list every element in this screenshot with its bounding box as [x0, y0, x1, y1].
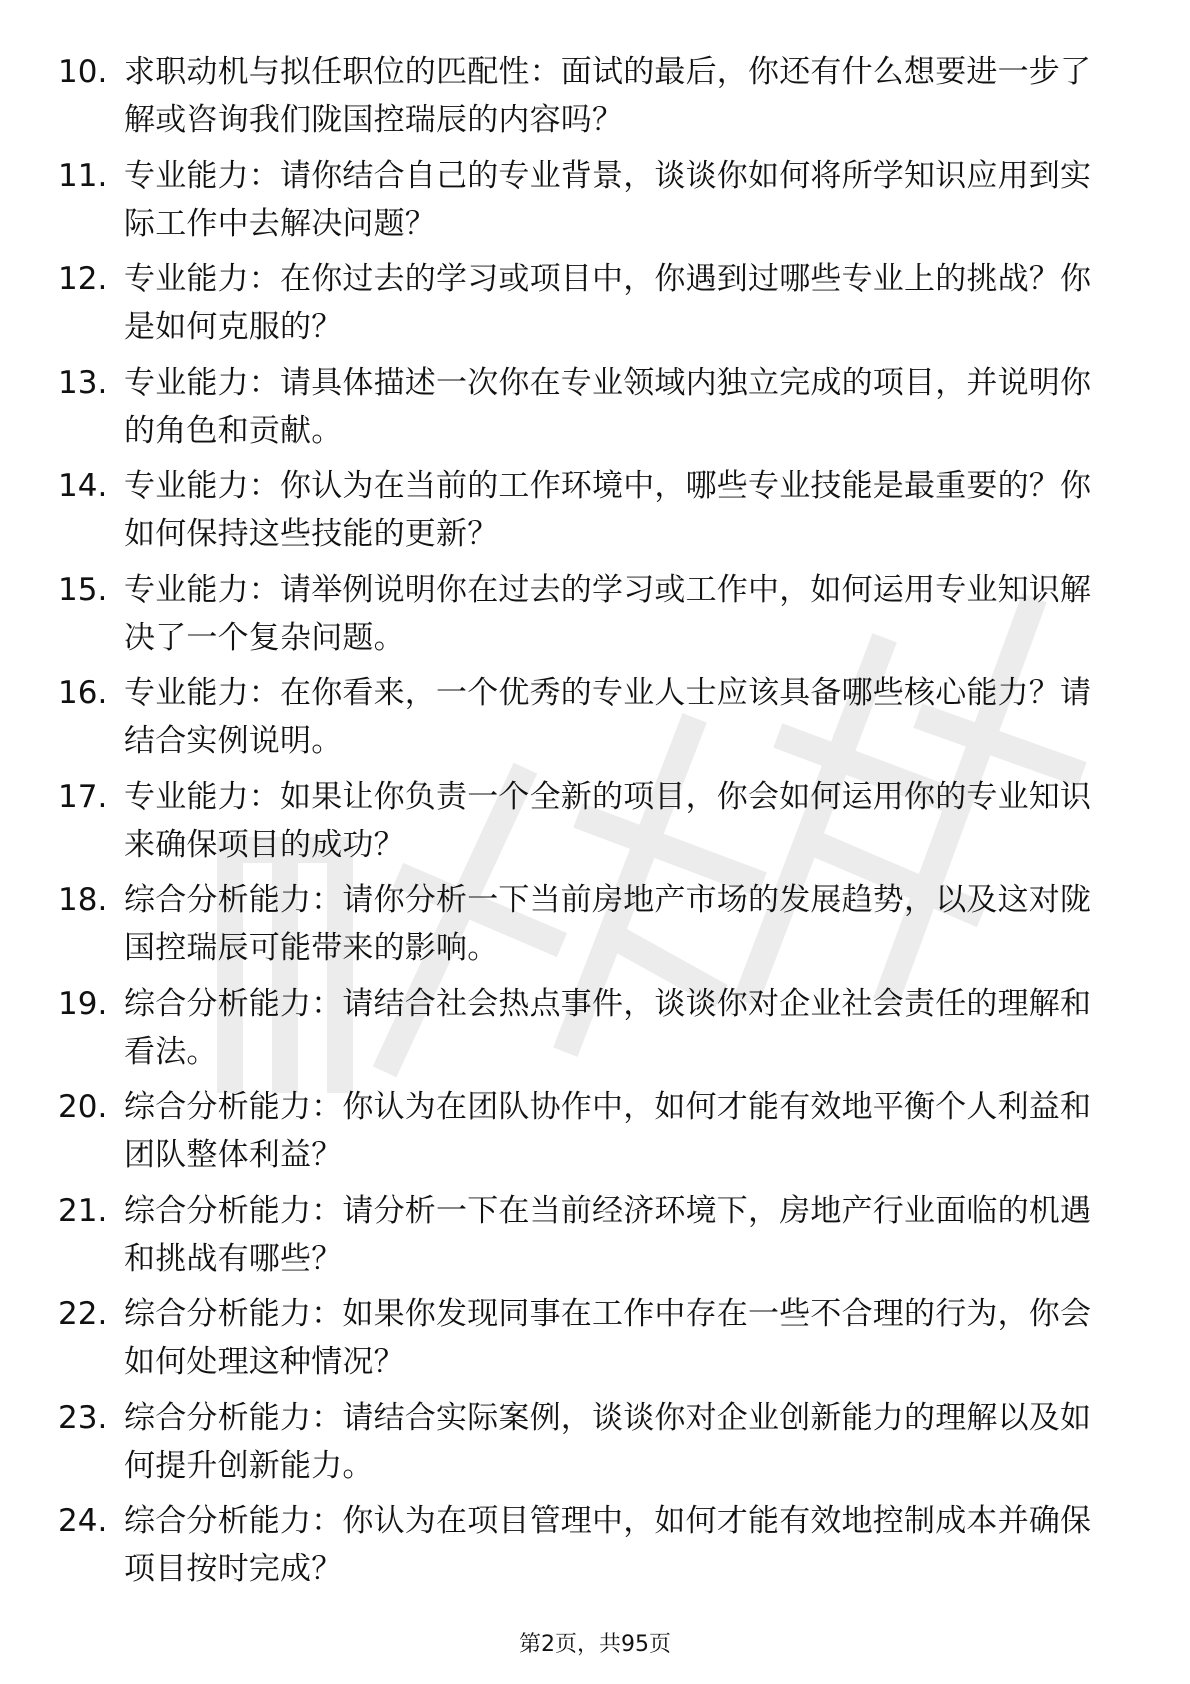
list-item	[58, 980, 1118, 1084]
question-list	[58, 48, 1118, 1601]
list-item	[58, 152, 1118, 256]
list-item	[58, 48, 1118, 152]
question-number: 13.	[58, 364, 108, 401]
question-number: 22.	[58, 1296, 108, 1332]
question-number: 15.	[58, 571, 108, 608]
question-number: 12.	[58, 261, 108, 297]
page-footer: 第2页，共95页	[519, 1632, 671, 1657]
list-item	[58, 876, 1118, 980]
question-number: 11.	[58, 157, 108, 194]
list-item	[58, 566, 1118, 670]
question-number: 19.	[58, 985, 108, 1022]
question-text: 综合分析能力：请结合实际案例，谈谈你对企业创新能力的理解以及如何提升创新能力。	[124, 1399, 1092, 1484]
question-number: 16.	[58, 675, 108, 711]
question-text: 专业能力：在你过去的学习或项目中，你遇到过哪些专业上的挑战？你是如何克服的？	[124, 261, 1092, 345]
question-number: 23.	[58, 1399, 108, 1436]
question-text: 专业能力：在你看来，一个优秀的专业人士应该具备哪些核心能力？请结合实例说明。	[124, 675, 1092, 759]
list-item	[58, 669, 1118, 773]
list-item	[58, 462, 1118, 566]
question-number: 20.	[58, 1089, 108, 1125]
question-number: 18.	[58, 882, 108, 918]
list-item	[58, 1187, 1118, 1291]
list-item	[58, 773, 1118, 877]
list-item	[58, 1394, 1118, 1498]
question-text: 专业能力：请你结合自己的专业背景，谈谈你如何将所学知识应用到实际工作中去解决问题？	[124, 157, 1092, 242]
question-text: 综合分析能力：你认为在项目管理中，如何才能有效地控制成本并确保项目按时完成？	[124, 1503, 1092, 1587]
question-text: 专业能力：如果让你负责一个全新的项目，你会如何运用你的专业知识来确保项目的成功？	[124, 778, 1092, 863]
question-text: 综合分析能力：你认为在团队协作中，如何才能有效地平衡个人利益和团队整体利益？	[124, 1089, 1092, 1173]
question-number: 21.	[58, 1192, 108, 1229]
question-number: 10.	[58, 54, 108, 90]
question-text: 综合分析能力：请你分析一下当前房地产市场的发展趋势，以及这对陇国控瑞辰可能带来的影响。	[124, 882, 1092, 966]
list-item	[58, 359, 1118, 463]
question-number: 17.	[58, 778, 108, 815]
list-item	[58, 255, 1118, 359]
list-item	[58, 1497, 1118, 1601]
question-text: 综合分析能力：请分析一下在当前经济环境下，房地产行业面临的机遇和挑战有哪些？	[124, 1192, 1092, 1277]
question-text: 专业能力：请具体描述一次你在专业领域内独立完成的项目，并说明你的角色和贡献。	[124, 364, 1092, 449]
question-text: 综合分析能力：请结合社会热点事件，谈谈你对企业社会责任的理解和看法。	[124, 985, 1092, 1070]
question-number: 14.	[58, 468, 108, 504]
question-text: 专业能力：请举例说明你在过去的学习或工作中，如何运用专业知识解决了一个复杂问题。	[124, 571, 1092, 656]
question-number: 24.	[58, 1503, 108, 1539]
list-item	[58, 1290, 1118, 1394]
question-text: 求职动机与拟任职位的匹配性：面试的最后，你还有什么想要进一步了解或咨询我们陇国控瑞辰的内容吗？	[124, 54, 1092, 138]
list-item	[58, 1083, 1118, 1187]
question-text: 专业能力：你认为在当前的工作环境中，哪些专业技能是最重要的？你如何保持这些技能的更新？	[124, 468, 1092, 552]
question-text: 综合分析能力：如果你发现同事在工作中存在一些不合理的行为，你会如何处理这种情况？	[124, 1296, 1092, 1380]
